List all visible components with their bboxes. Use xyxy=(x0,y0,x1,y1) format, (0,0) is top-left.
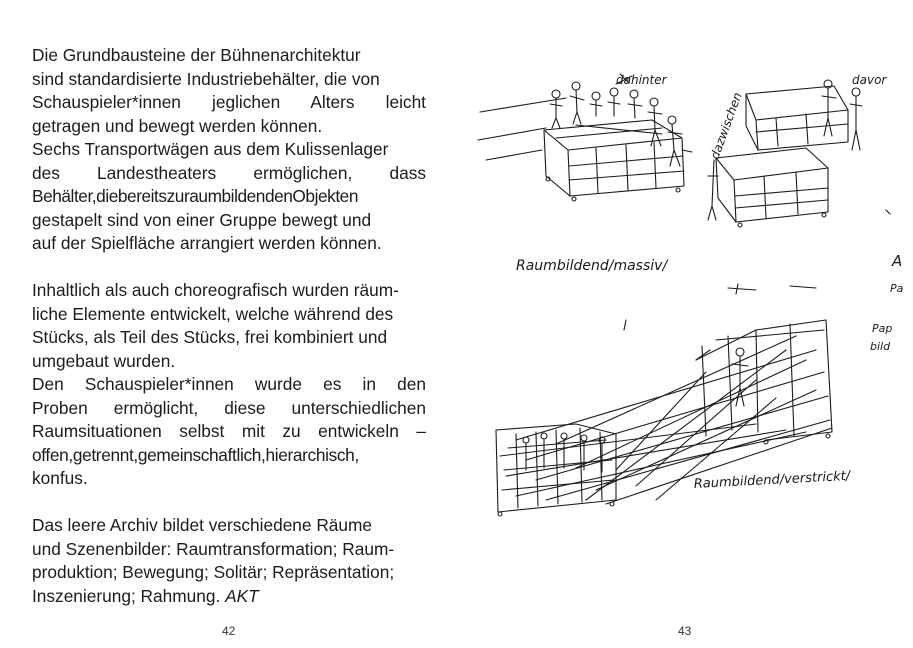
signature-akt: AKT xyxy=(225,585,259,606)
label-dahinter: dahinter xyxy=(616,73,667,87)
text-line: offen,getrennt,gemeinschaftlich,hierarchisch, xyxy=(32,444,359,465)
page-number-left: 42 xyxy=(222,624,236,638)
text-line: umgebaut wurden. xyxy=(32,350,176,371)
text-line: Das leere Archiv bildet verschiedene Räume xyxy=(32,515,373,535)
left-page xyxy=(0,0,456,648)
text-line: Raumsituationen selbst mit zu entwickeln – xyxy=(32,421,426,441)
text-line: Sechs Transportwägen aus dem Kulissenlager xyxy=(32,139,389,159)
paragraph-3 xyxy=(32,514,426,608)
text-line: gestapelt sind von einer Gruppe bewegt und xyxy=(32,209,372,230)
text-line: auf der Spielfläche arrangiert werden können. xyxy=(32,233,382,253)
text-line: und Szenenbilder: Raumtransformation; Raum- xyxy=(32,538,395,559)
text-line: Die Grundbausteine der Bühnenarchitektur xyxy=(32,45,361,65)
label-raumbildend-massiv: Raumbildend/massiv/ xyxy=(516,258,668,274)
text-line: Schauspieler*innen jeglichen Alters leicht xyxy=(32,92,426,112)
text-line: sind standardisierte Industriebehälter, die von xyxy=(32,68,380,89)
sketch-illustration xyxy=(456,0,913,648)
sketch-stack-left xyxy=(478,74,692,201)
text-line: Behälter,diebereitszuraumbildendenObjekten xyxy=(32,186,358,206)
text-line: liche Elemente entwickelt, welche während des xyxy=(32,303,394,324)
paragraph-2 xyxy=(32,279,426,491)
text-line: produktion; Bewegung; Solitär; Repräsentation; xyxy=(32,562,395,582)
paragraph-1 xyxy=(32,44,426,256)
label-dazwischen: dazwischen xyxy=(707,90,745,162)
text-line: Stücks, als Teil des Stücks, frei kombiniert und xyxy=(32,327,388,347)
label-edge-bild: bild xyxy=(870,340,891,353)
text-line-final xyxy=(32,585,426,609)
text-line: konfus. xyxy=(32,468,88,488)
label-edge-pa: Pa xyxy=(890,282,904,295)
body-text xyxy=(32,44,426,608)
text-line: getragen und bewegt werden können. xyxy=(32,115,323,136)
label-edge-pap: Pap xyxy=(872,322,893,335)
text-line: Inszenierung; Rahmung. xyxy=(32,585,221,606)
text-line: des Landestheaters ermöglichen, dass xyxy=(32,162,426,183)
text-line: Inhaltlich als auch choreografisch wurden räum- xyxy=(32,280,399,300)
sketch-marks xyxy=(624,284,816,330)
label-raumbildend-verstrickt: Raumbildend/verstrickt/ xyxy=(693,468,851,492)
right-page xyxy=(456,0,913,648)
text-line: Proben ermöglicht, diese unterschiedlichen xyxy=(32,397,426,418)
label-edge-a: A xyxy=(892,252,903,270)
label-davor: davor xyxy=(852,73,887,87)
page-number-right: 43 xyxy=(678,624,692,638)
text-line: Den Schauspieler*innen wurde es in den xyxy=(32,374,426,394)
